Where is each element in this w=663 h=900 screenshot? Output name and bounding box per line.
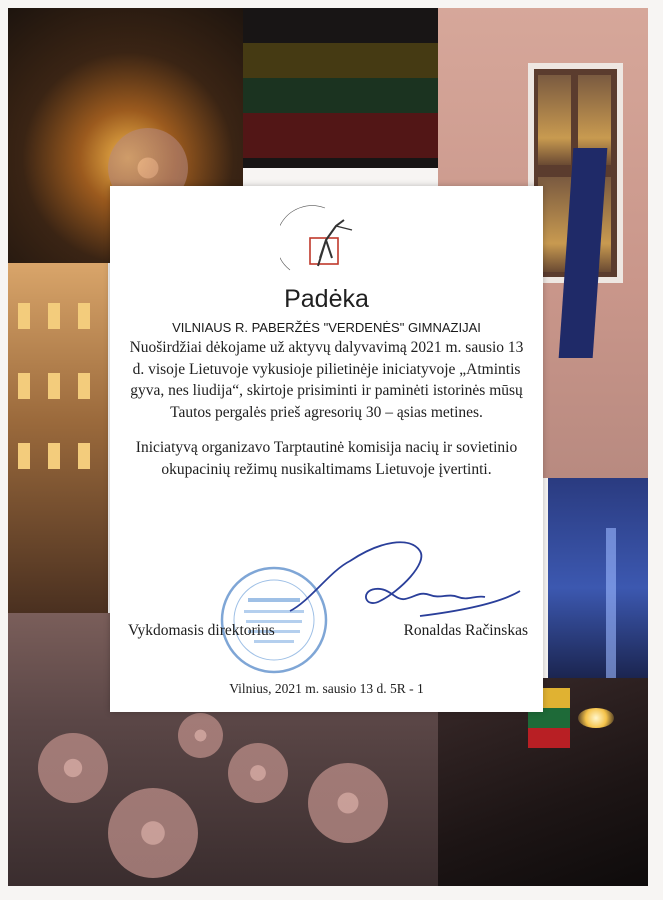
tv-tower-photo [548,478,648,678]
certificate-footer: Vilnius, 2021 m. sausio 13 d. 5R - 1 [229,681,424,696]
certificate-panel [110,186,543,712]
signatory-name: Ronaldas Račinskas [403,622,528,639]
building-photo [8,263,108,613]
torch-flame [578,708,614,728]
stork-commission-logo-icon [280,200,370,280]
tv-tower-icon [606,528,616,678]
certificate-title: Padėka [284,285,369,313]
candle-flag-photo [243,8,438,168]
signature-icon [270,531,530,636]
signatory-role: Vykdomasis direktorius [128,622,275,639]
recipient-name: VILNIAUS R. PABERŽĖS "VERDENĖS" GIMNAZIJAI [172,320,481,335]
body-paragraph-2: Iniciatyvą organizavo Tarptautinė komisija nacių ir sovietinio okupacinių režimų nusikaltimams Lietuvoje įvertinti. [135,439,518,478]
certificate-body [124,337,529,480]
body-paragraph-1: Nuoširdžiai dėkojame už aktyvų dalyvavimą 2021 m. sausio 13 d. visoje Lietuvoje vykusioje pilietinėje iniciatyvoje „Atmintis gyva, nes liudija“, skirtoje prisiminti ir paminėti istorinės mūsų Tautos pergalės prieš agresorių 30 – ąsias metines. [129,339,524,421]
